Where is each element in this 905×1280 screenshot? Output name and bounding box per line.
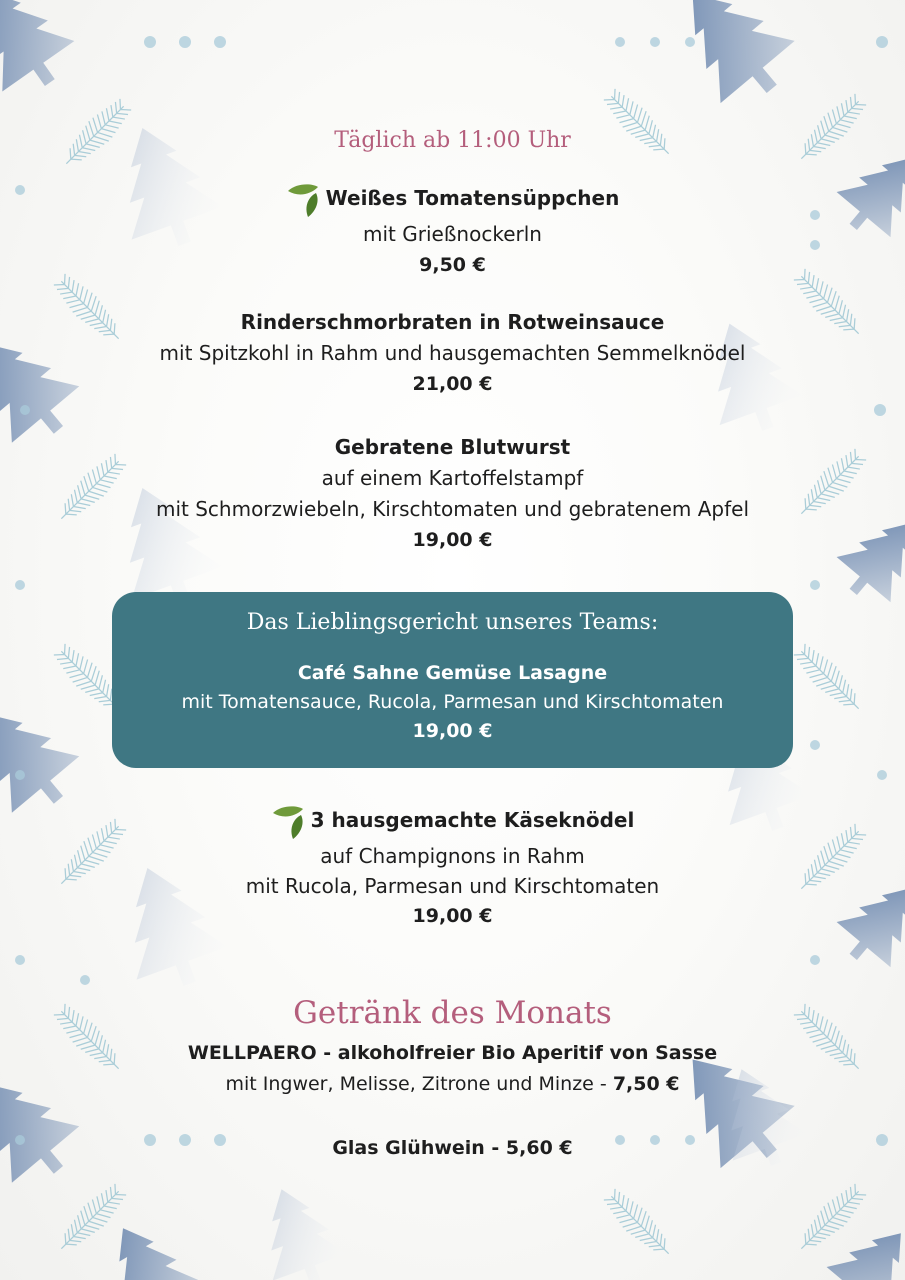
dish-description: mit Rucola, Parmesan und Kirschtomaten bbox=[245, 874, 660, 898]
dish-price: 19,00 € bbox=[412, 720, 493, 742]
drink-price: 7,50 € bbox=[612, 1073, 680, 1095]
dish-description: auf einem Kartoffelstampf bbox=[321, 466, 584, 490]
drink-description-line bbox=[0, 1069, 905, 1100]
leaf-icon bbox=[286, 181, 322, 219]
mulled-wine-item: Glas Glühwein - 5,60 € bbox=[332, 1137, 573, 1159]
menu-item-cheese-dumplings bbox=[0, 803, 905, 931]
menu-item-tomato-soup bbox=[0, 181, 905, 281]
dish-name: Café Sahne Gemüse Lasagne bbox=[297, 662, 608, 684]
team-favorite-box bbox=[112, 592, 793, 768]
dish-description: mit Grießnockerln bbox=[363, 222, 542, 246]
drink-name: WELLPAERO - alkoholfreier Bio Aperitif von Sasse bbox=[187, 1042, 718, 1064]
service-hours-heading: Täglich ab 11:00 Uhr bbox=[334, 128, 571, 153]
dish-name: Weißes Tomatensüppchen bbox=[325, 186, 620, 210]
dish-name: Rinderschmorbraten in Rotweinsauce bbox=[240, 310, 665, 334]
dish-price: 19,00 € bbox=[412, 529, 493, 551]
dish-price: 19,00 € bbox=[412, 905, 493, 927]
dish-description: auf Champignons in Rahm bbox=[320, 844, 585, 868]
menu-item-beef-braise bbox=[0, 307, 905, 400]
dish-name: Gebratene Blutwurst bbox=[334, 435, 571, 459]
dish-description: mit Spitzkohl in Rahm und hausgemachten Semmelknödel bbox=[159, 341, 746, 365]
drink-of-month-heading: Getränk des Monats bbox=[293, 995, 612, 1031]
dish-description: mit Schmorzwiebeln, Kirschtomaten und gebratenem Apfel bbox=[155, 497, 750, 521]
drink-description: mit Ingwer, Melisse, Zitrone und Minze - bbox=[225, 1073, 613, 1095]
team-favorite-title: Das Lieblingsgericht unseres Teams: bbox=[246, 610, 659, 635]
menu-item-blood-sausage bbox=[0, 432, 905, 556]
dish-price: 9,50 € bbox=[419, 254, 486, 276]
dish-name: 3 hausgemachte Käseknödel bbox=[310, 808, 635, 832]
dish-price: 21,00 € bbox=[412, 373, 493, 395]
dish-description: mit Tomatensauce, Rucola, Parmesan und Kirschtomaten bbox=[181, 691, 724, 713]
leaf-icon bbox=[271, 803, 307, 841]
